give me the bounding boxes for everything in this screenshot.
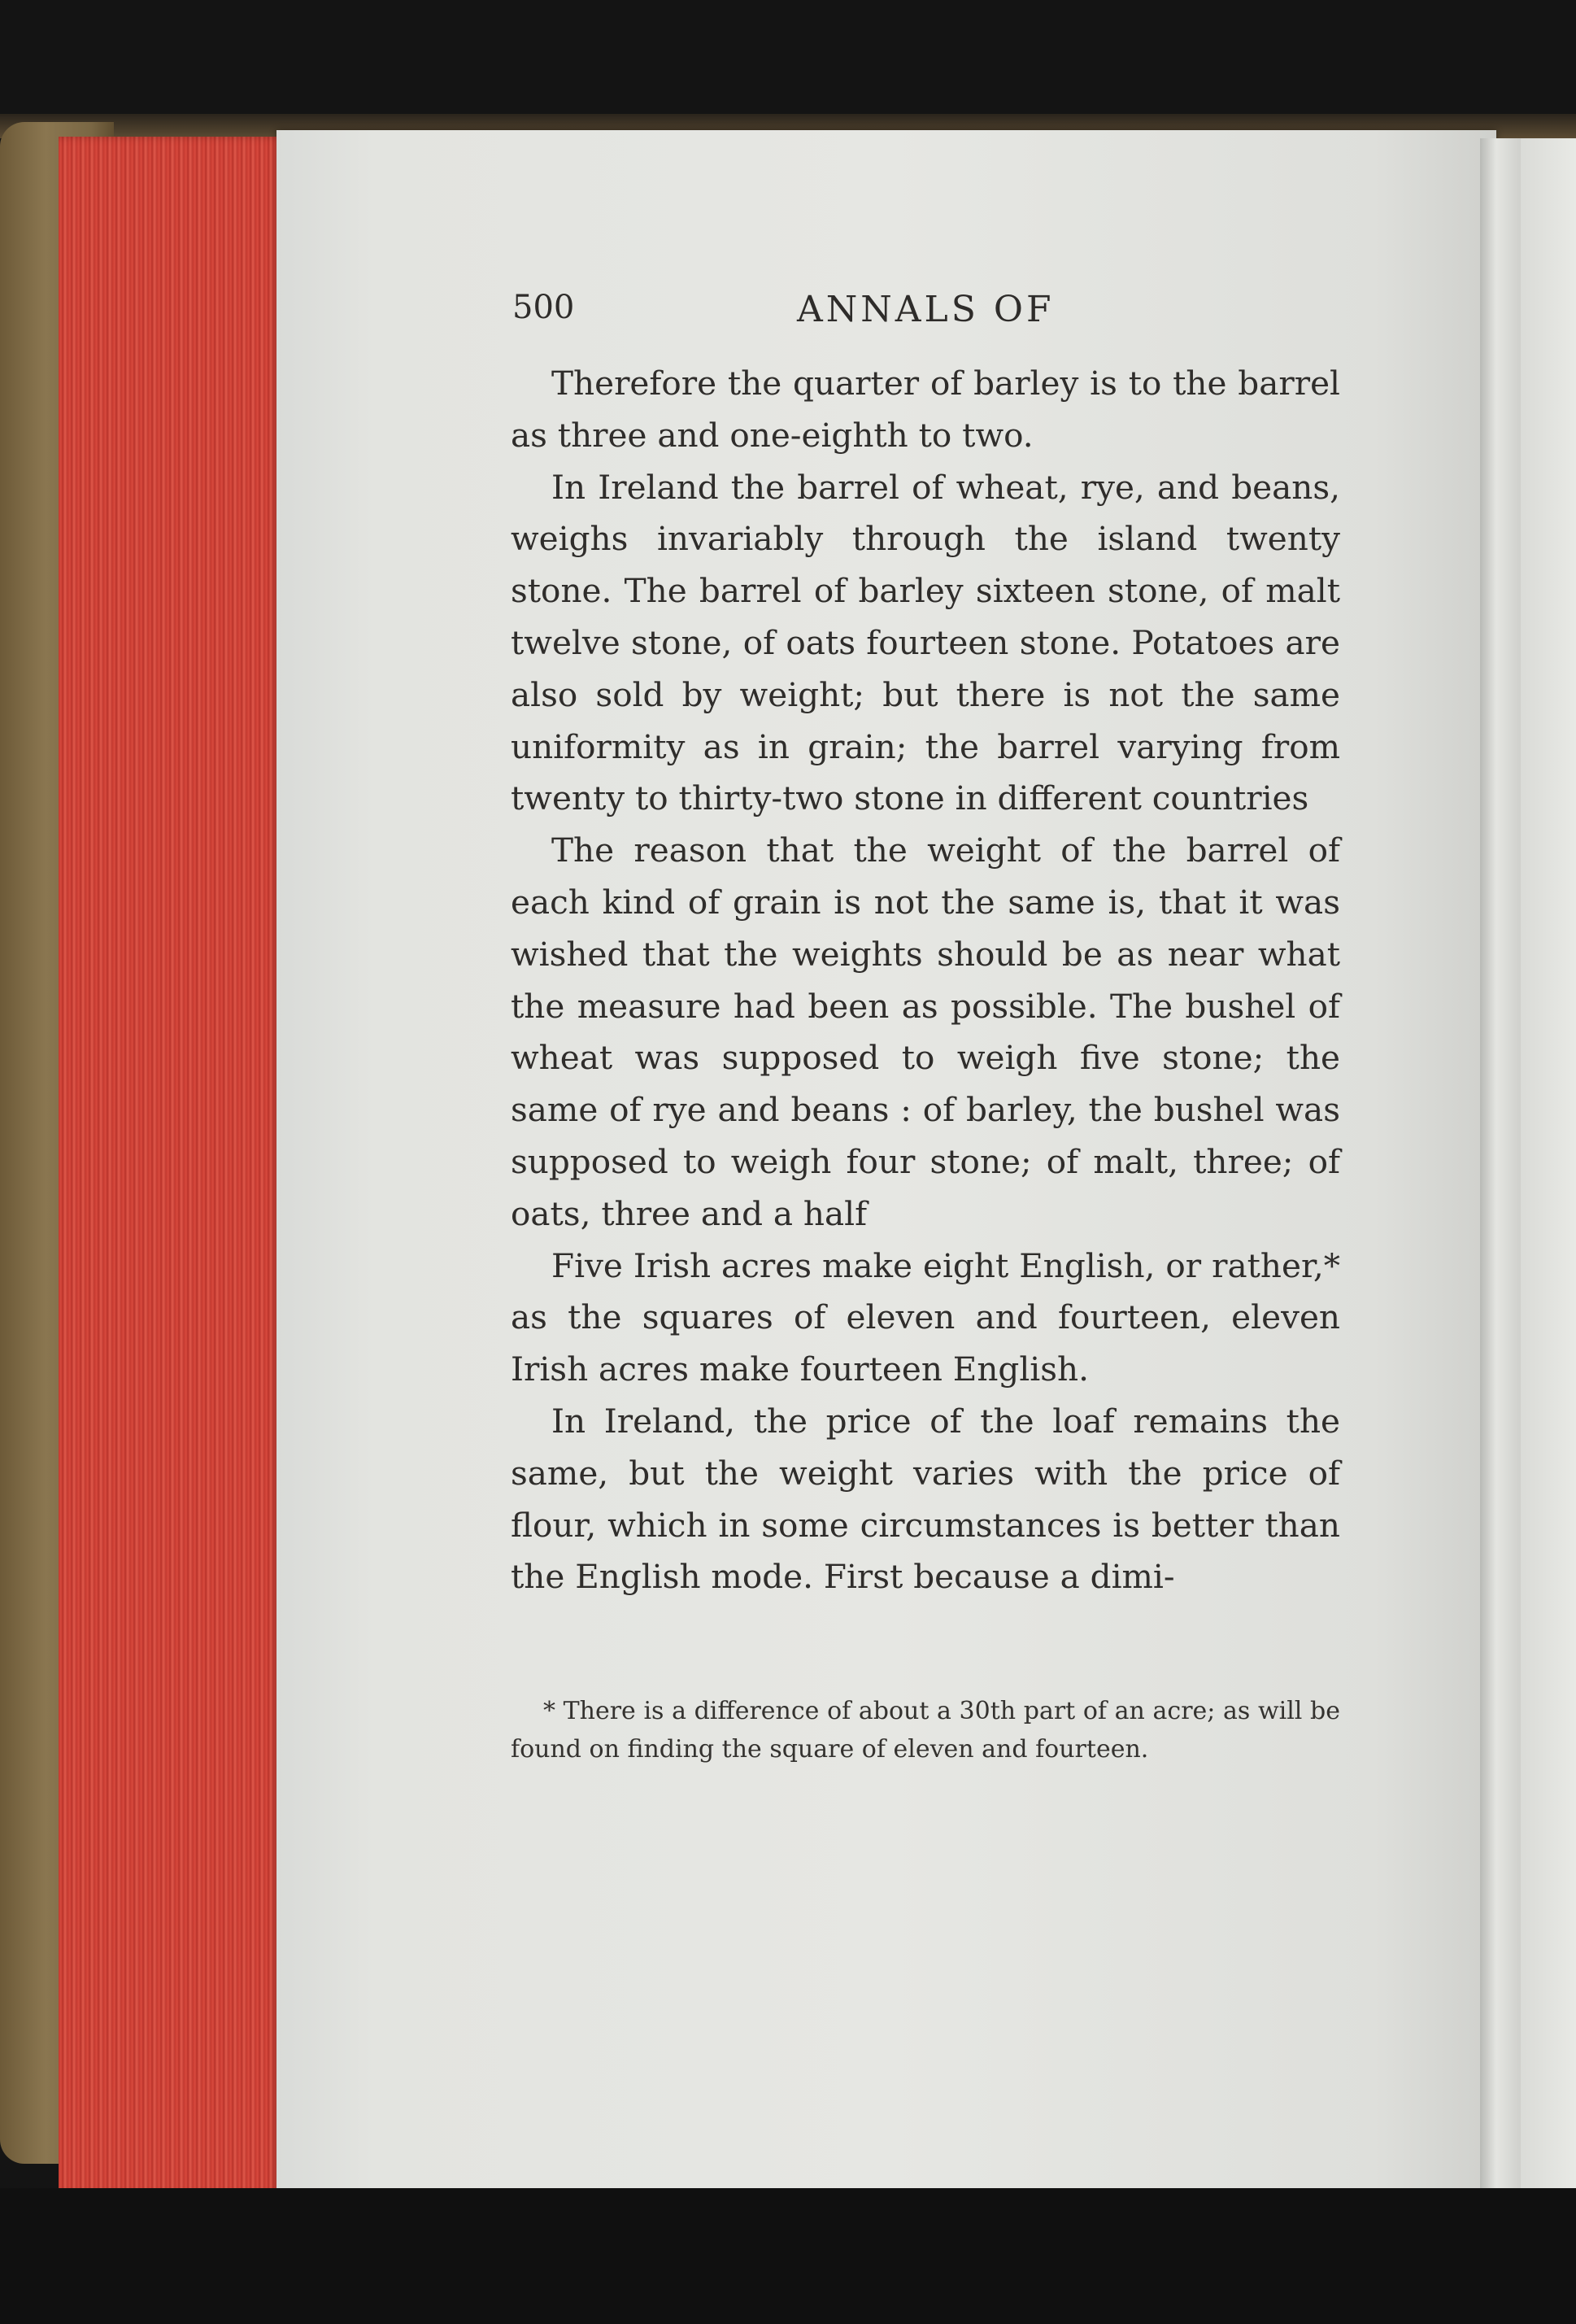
facing-page-edge [1513, 138, 1576, 2204]
footnote-text: * There is a difference of about a 30th part of an acre; as will be found on finding the square of eleven and fourteen. [511, 1697, 1340, 1764]
footnote [511, 1692, 1340, 1768]
background-bottom [0, 2188, 1576, 2324]
page-header [512, 289, 1342, 338]
red-page-edges [59, 137, 290, 2195]
paragraph: Five Irish acres make eight English, or rather,* as the squares of eleven and fourteen, eleven Irish acres make fourteen English. [511, 1245, 1340, 1389]
paragraph: Therefore the quarter of barley is to the barrel as three and one-eighth to two. [511, 364, 1340, 455]
page-number: 500 [512, 289, 575, 326]
page-gutter [1480, 138, 1521, 2196]
paragraph: In Ireland the barrel of wheat, rye, and beans, weighs invariably through the island twenty stone. The barrel of barley sixteen stone, of malt twelve stone, of oats fourteen stone. Potatoes are also sold by weight; but there is not the same uniformity as in grain; the barrel varying from twenty to thirty-two stone in different countries [511, 467, 1340, 818]
paragraph: In Ireland, the price of the loaf remains the same, but the weight varies with the price of flour, which in some circumstances is better than the English mode. First because a dimi- [511, 1401, 1340, 1597]
paragraph: The reason that the weight of the barrel of each kind of grain is not the same is, that it was wished that the weights should be as near what the measure had been as possible. The bushel of wheat was supposed to weigh five stone; the same of rye and beans : of barley, the bushel was supposed to weigh four stone; of malt, three; of oats, three and a half [511, 831, 1340, 1233]
body-text [511, 358, 1340, 1603]
running-head: ANNALS OF [797, 289, 1055, 330]
